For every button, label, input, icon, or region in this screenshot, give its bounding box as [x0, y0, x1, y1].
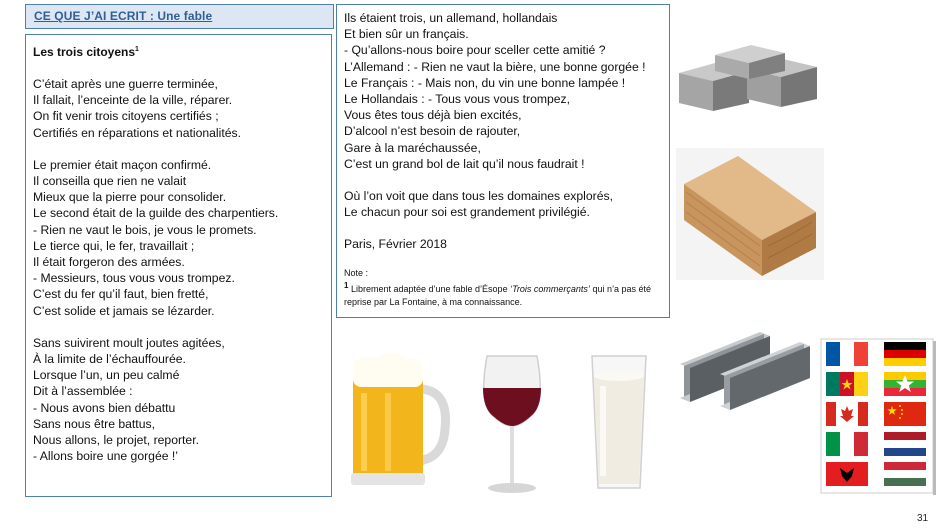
- poem-box: [25, 34, 332, 497]
- flag-germany-icon: [884, 342, 926, 366]
- poem-line: Le chacun pour soi est grandement privilégié.: [344, 205, 590, 220]
- poem-line: Le tierce qui, le fer, travaillait ;: [33, 238, 195, 253]
- stone-blocks-image: [675, 33, 825, 113]
- flag-albania-icon: [826, 462, 868, 486]
- signature-date: [344, 236, 662, 252]
- poem-line: Mieux que la pierre pour consolider.: [33, 190, 227, 205]
- poem-line: Et bien sûr un français.: [344, 27, 469, 42]
- poem-line: - Nous avons bien débattu: [33, 400, 176, 415]
- poem-line: - Qu’allons-nous boire pour sceller cette amitié ?: [344, 43, 606, 58]
- poem-line: C’est solide et jamais se lézarder.: [33, 303, 215, 318]
- poem-line: Il fallait, l’enceinte de la ville, réparer.: [33, 93, 233, 108]
- flags-grid-image: [818, 336, 936, 496]
- poem-continuation-box: [336, 4, 670, 318]
- poem-line: D’alcool n’est besoin de rajouter,: [344, 124, 521, 139]
- poem-line: Nous allons, le projet, reporter.: [33, 433, 199, 448]
- flag-italy-icon: [826, 432, 868, 456]
- poem-line: On fit venir trois citoyens certifiés ;: [33, 109, 219, 124]
- moral: [344, 188, 662, 220]
- page-number: 31: [917, 513, 929, 524]
- wood-beam-image: [676, 148, 824, 280]
- wine-glass-image: [477, 350, 547, 495]
- stanza-2: [33, 157, 324, 319]
- poem-line: Le Hollandais : - Tous vous vous trompez,: [344, 92, 571, 107]
- poem-title: Les trois citoyens$^1$: [33, 45, 139, 59]
- poem-line: Il conseilla que rien ne valait: [33, 174, 187, 189]
- flag-netherlands-icon: [884, 432, 926, 456]
- poem-line: Sans suivirent moult joutes agitées,: [33, 335, 225, 350]
- poem-line: Certifiés en réparations et nationalités.: [33, 125, 241, 140]
- poem-line: Le second était de la guilde des charpentiers.: [33, 206, 279, 221]
- poem-line: C’était après une guerre terminée,: [33, 77, 218, 91]
- flag-france-icon: [826, 342, 868, 366]
- poem-line: Sans nous être battus,: [33, 416, 155, 431]
- poem-line: Vous êtes tous déjà bien excités,: [344, 108, 522, 123]
- flag-myanmar-icon: [884, 372, 926, 396]
- flag-china-icon: [884, 402, 926, 426]
- poem-line: - Messieurs, tous vous vous trompez.: [33, 271, 235, 286]
- poem-line: - Rien ne vaut le bois, je vous le promets.: [33, 222, 257, 237]
- poem-line: - Allons boire une gorgée !’: [33, 449, 178, 464]
- poem-line: Gare à la maréchaussée,: [344, 140, 481, 155]
- title-box: [25, 4, 334, 29]
- poem-line: Lorsque l’un, un peu calmé: [33, 368, 180, 383]
- poem-line: Il était forgeron des armées.: [33, 255, 185, 270]
- poem-line: Où l’on voit que dans tous les domaines explorés,: [344, 189, 613, 204]
- flag-cameroon-icon: [826, 372, 868, 396]
- milk-glass-image: [588, 350, 650, 495]
- poem-line: C’est du fer qu’il faut, bien fretté,: [33, 287, 209, 302]
- steel-beams-image: [676, 328, 816, 410]
- stanza-3: [33, 335, 324, 465]
- poem-line: C’est un grand bol de lait qu’il nous faudrait !: [344, 156, 585, 171]
- poem-line: Paris, Février 2018: [344, 237, 447, 252]
- poem-line: Le Français : - Mais non, du vin une bonne lampée !: [344, 75, 626, 90]
- flag-hungary-icon: [884, 462, 926, 486]
- footnote-ref: 1: [135, 46, 139, 53]
- poem-line: L’Allemand : - Rien ne vaut la bière, une bonne gorgée !: [344, 59, 646, 74]
- poem-line: Le premier était maçon confirmé.: [33, 157, 212, 172]
- poem-line: Ils étaient trois, un allemand, hollandais: [344, 11, 558, 25]
- stanza-4: [344, 10, 662, 172]
- beer-mug-image: [345, 347, 455, 492]
- note-text: $^1$ Librement adaptée d’une fable d’Ésope ‘Trois commerçants’ qui n’a pas été reprise par La Fontaine, à ma connaissance.: [344, 280, 651, 307]
- page-title: CE QUE J’AI ECRIT : Une fable: [34, 9, 213, 23]
- poem-line: À la limite de l’échauffourée.: [33, 352, 186, 367]
- poem-line: Dit à l’assemblée :: [33, 384, 133, 399]
- flag-canada-icon: [826, 402, 868, 426]
- stanza-1: [33, 76, 324, 141]
- note-label: Note :: [344, 267, 369, 278]
